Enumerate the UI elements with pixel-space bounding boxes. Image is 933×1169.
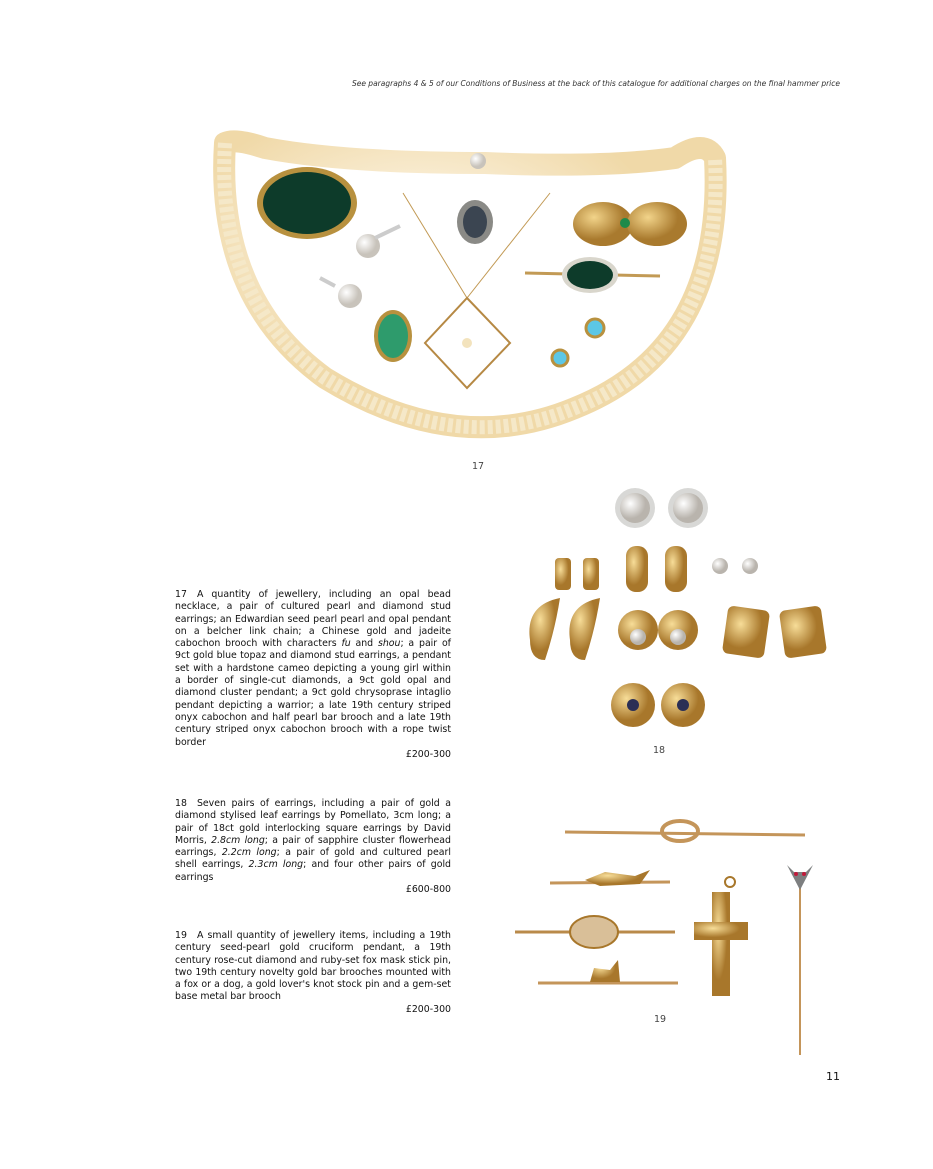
lot-19-photo bbox=[510, 810, 830, 1060]
lot-text: Seven pairs of earrings, including a pair of gold a diamond stylised leaf earrings by Pomellato, 3cm long; a pair of 18ct gold interlocking square earrings by David Morris, 2.8cm long; a pair of sapphire cluster flowerhead earrings, 2.2cm long; a pair of gold and cultured pearl shell earrings, 2.3cm long; and four other pairs of gold earrings bbox=[175, 798, 451, 883]
lot-18-description bbox=[175, 798, 451, 896]
lot-number: 17 bbox=[175, 589, 187, 600]
lot-number: 19 bbox=[175, 930, 187, 941]
lot-estimate: £200-300 bbox=[405, 748, 451, 760]
lot-19-description bbox=[175, 930, 451, 1016]
lot-17-caption: 17 bbox=[472, 461, 485, 472]
lot-number: 18 bbox=[175, 798, 187, 809]
lot-text: A small quantity of jewellery items, including a 19th century seed-pearl gold cruciform pendant, a 19th century rose-cut diamond and ruby-set fox mask stick pin, two 19th century novelty gold bar brooches mounted with a fox or a dog, a gold lover's knot stock pin and a gem-set base metal bar brooch bbox=[175, 930, 451, 1003]
lot-17-photo bbox=[205, 118, 735, 453]
page-number: 11 bbox=[826, 1070, 840, 1083]
lot-text: A quantity of jewellery, including an opal bead necklace, a pair of cultured pearl and diamond stud earrings; an Edwardian seed pearl pearl and opal pendant on a belcher link chain; a Chinese gold and jadeite cabochon brooch with characters fu and shou; a pair of 9ct gold blue topaz and diamond stud earrings, a pendant set with a hardstone cameo depicting a young girl within a border of single-cut diamonds, a 9ct gold opal and diamond cluster pendant; a 9ct gold chrysoprase intaglio pendant depicting a warrior; a late 19th century striped onyx cabochon and half pearl bar brooch and a late 19th century striped onyx cabochon brooch with a rope twist border bbox=[175, 589, 451, 748]
lot-estimate: £600-800 bbox=[405, 884, 451, 896]
lot-18-photo bbox=[515, 480, 845, 735]
lot-19-caption: 19 bbox=[654, 1014, 667, 1025]
lot-17-description bbox=[175, 589, 451, 761]
lot-estimate: £200-300 bbox=[405, 1003, 451, 1015]
lot-18-caption: 18 bbox=[653, 745, 666, 756]
conditions-note: See paragraphs 4 & 5 of our Conditions of Business at the back of this catalogue for additional charges on the final hammer price bbox=[351, 79, 840, 88]
